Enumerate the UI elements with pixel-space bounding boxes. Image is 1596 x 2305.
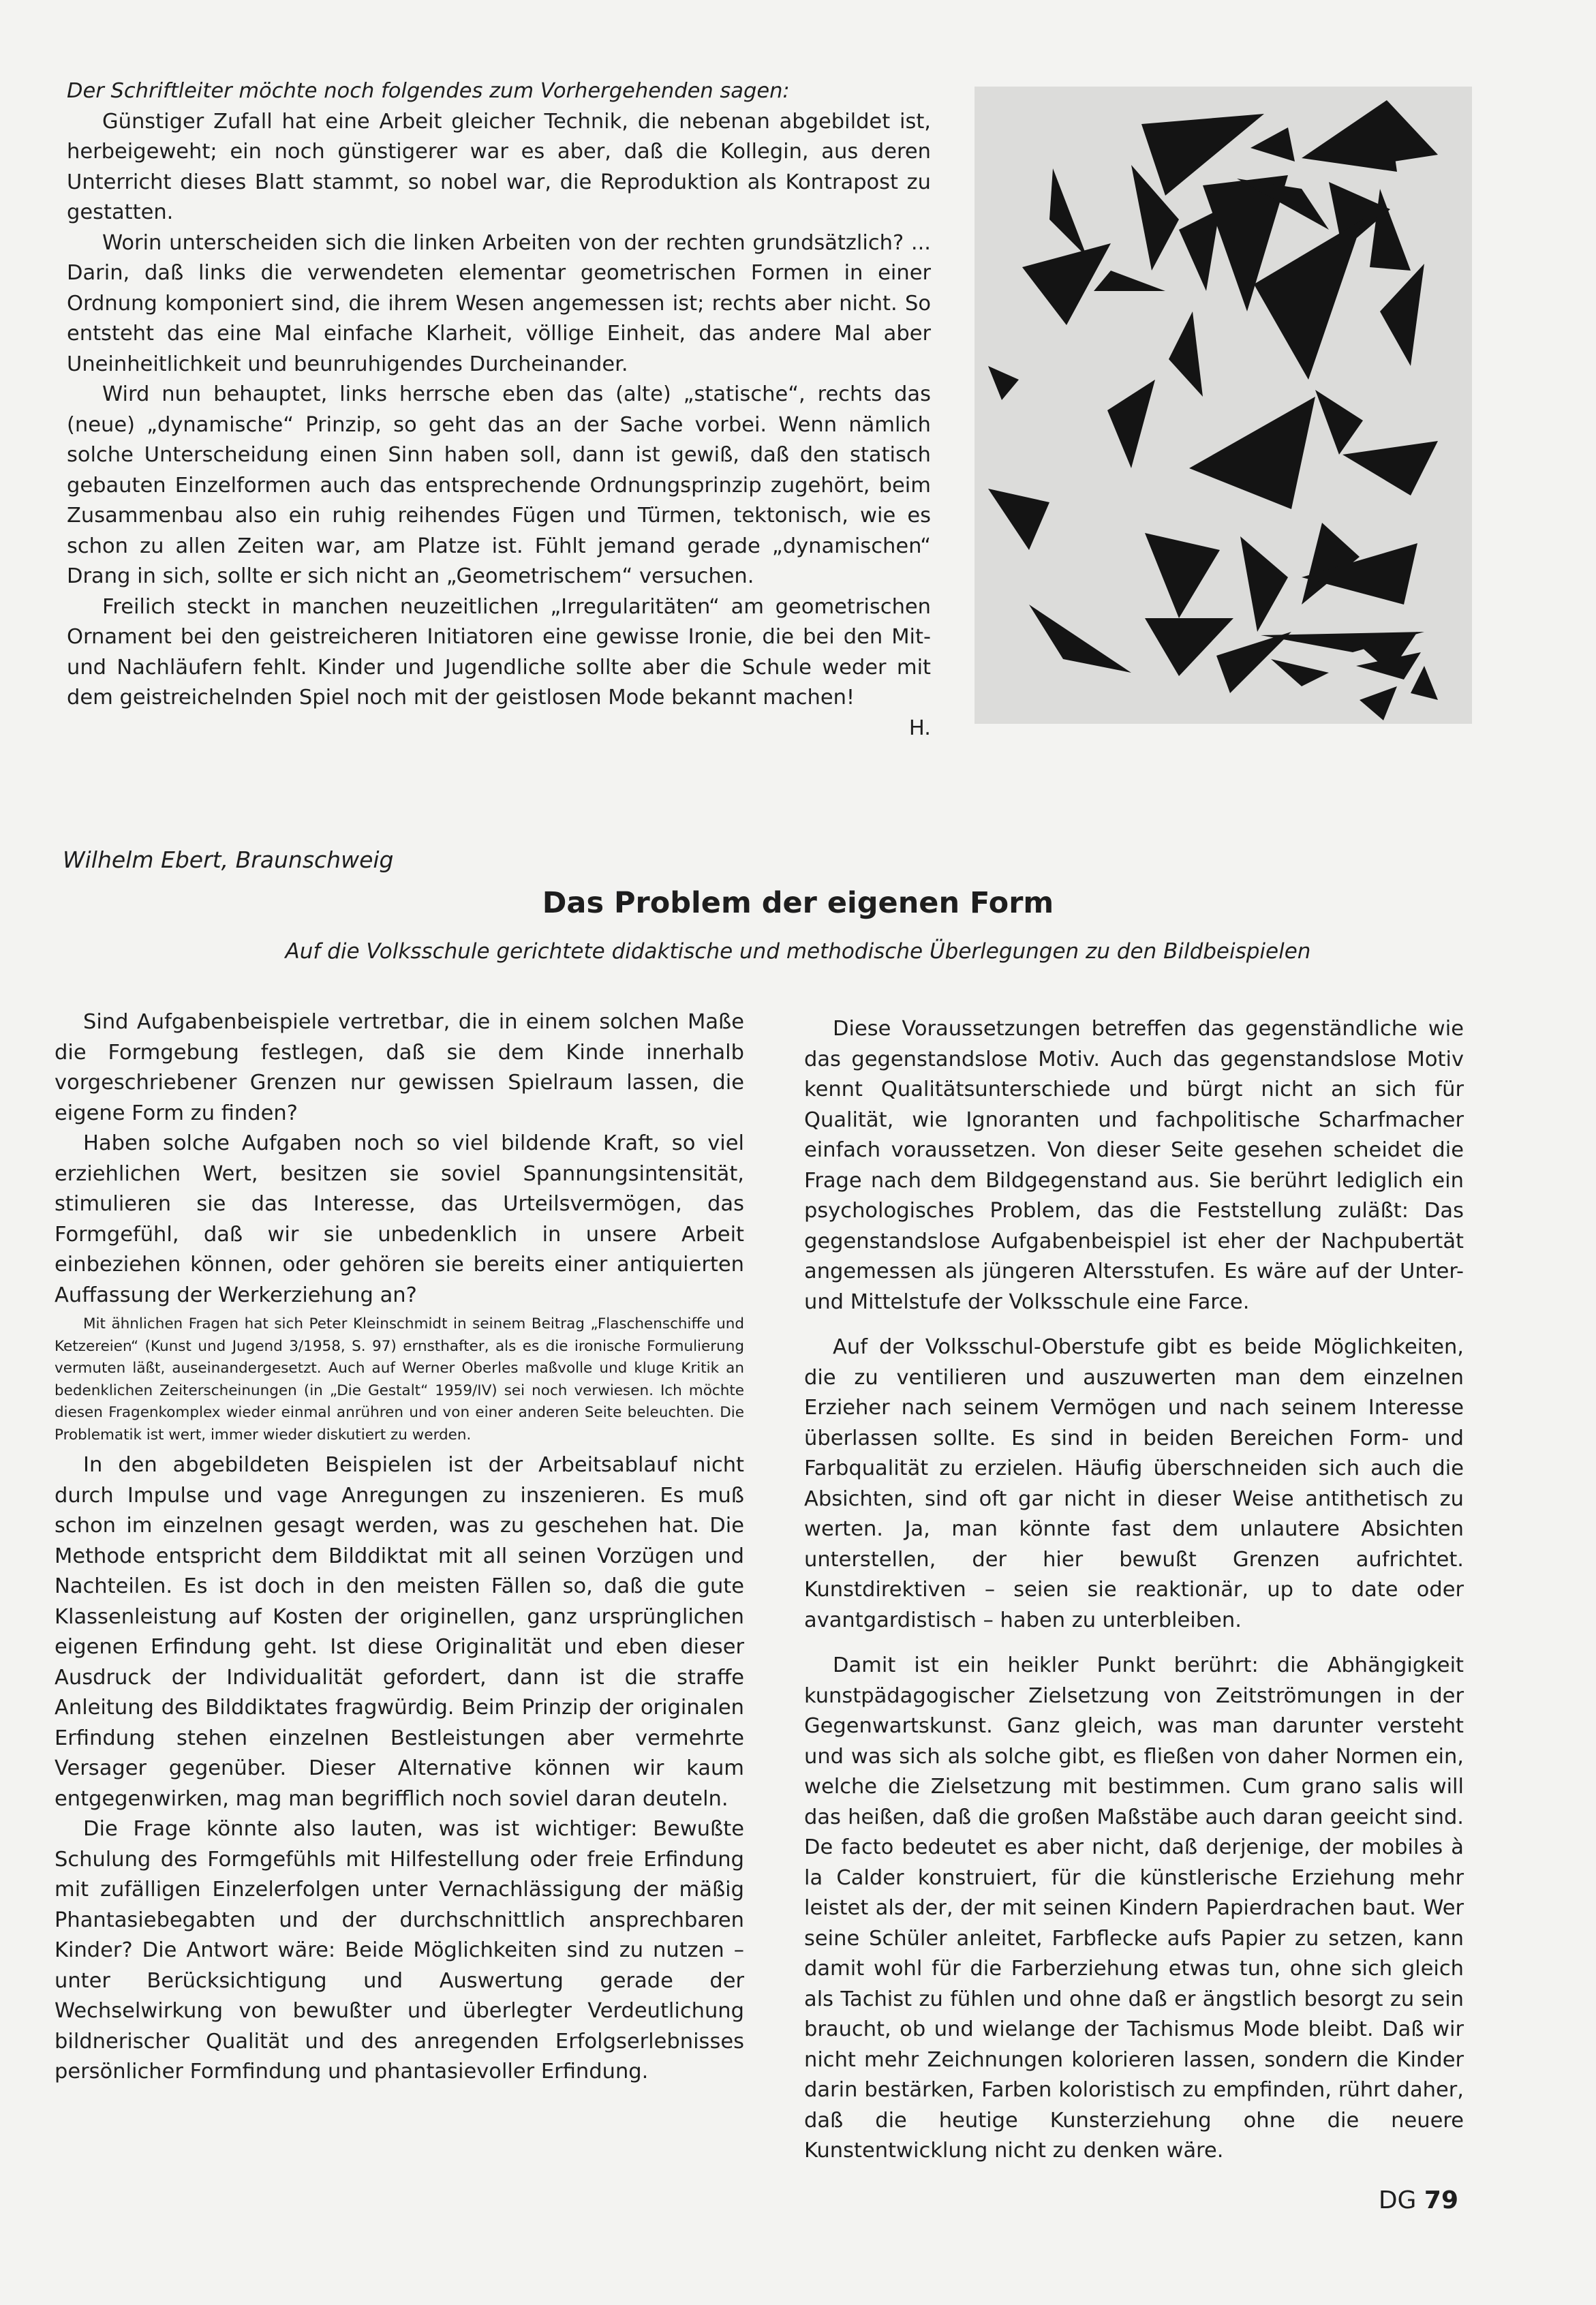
editor-note-lead: Der Schriftleiter möchte noch folgendes zum Vorhergehenden sagen:	[67, 79, 790, 103]
triangle-shape	[1022, 243, 1111, 325]
body-paragraph: Die Frage könnte also lauten, was ist wichtiger: Bewußte Schulung des Formgefühls mit Hilfestellung oder freie Erfindung mit zufälligen Einzelerfolgen unter Vernachlässigung der mäßig Phantasiebegabten und der durchschnittlich ansprechbaren Kinder? Die Antwort wäre: Beide Möglichkeiten sind zu nutzen – unter Berücksichtigung und Auswertung gerade der Wechselwirkung von bewußter und überlegter Verdeutlichung bildnerischer Qualität und des anregenden Erfolgserlebnisses persönlicher Formfindung und phantasievoller Erfindung.	[55, 1817, 744, 2083]
footnote-paragraph: Mit ähnlichen Fragen hat sich Peter Kleinschmidt in seinem Beitrag „Flaschenschiffe und Ketzereien“ (Kunst und Jugend 3/1958, S. 97) ernsthafter, als es die ironische Formulierung vermuten läßt, auseinandergesetzt. Auch auf Werner Oberles maßvolle und kluge Kritik an bedenklichen Zeiterscheinungen (in „Die Gestalt“ 1959/IV) sei noch verwiesen. Ich möchte diesen Fragenkomplex wieder einmal anrühren und von einer anderen Seite beleuchten. Die Problematik ist wert, immer wieder diskutiert zu werden.	[55, 1315, 744, 1444]
triangle-artwork-graphic	[975, 87, 1472, 724]
editor-note-paragraph: Freilich steckt in manchen neuzeitlichen „Irregularitäten“ am geometrischen Ornament bei den geistreicheren Initiatoren eine gewisse Ironie, die bei den Mit- und Nachläufern fehlt. Kinder und Jugendliche sollte aber die Schule weder mit dem geistreichelnden Spiel noch mit der geistlosen Mode bekannt machen!	[67, 594, 931, 709]
triangle-shape	[1302, 100, 1397, 172]
editor-note-paragraph: Wird nun behauptet, links herrsche eben das (alte) „statische“, rechts das (neue) „dynamische“ Prinzip, so geht das an der Sache vorbei. Wenn nämlich solche Unterscheidung einen Sinn haben soll, dann ist gewiß, daß den statisch gebauten Einzelformen auch das entsprechende Ordnungsprinzip zugehört, beim Zusammenbau also ein ruhig reihendes Fügen und Türmen, tektonisch, wie es schon zu allen Zeiten war, am Platze ist. Fühlt jemand gerade „dynamischen“ Drang in sich, sollte er sich nicht an „Geometrischem“ versuchen.	[67, 382, 931, 588]
triangle-shape	[1360, 686, 1397, 720]
triangle-shape	[1370, 189, 1411, 271]
triangle-shape	[1380, 264, 1424, 366]
editor-note-paragraph: Worin unterscheiden sich die linken Arbeiten von der rechten grundsätzlich? ... Darin, daß links die verwendeten elementar geometrischen Formen in einer Ordnung komponiert sind, die ihrem Wesen angemessen ist; rechts aber nicht. So entsteht das eine Mal einfache Klarheit, völlige Einheit, das andere Mal aber Uneinheitlichkeit und beunruhigendes Durcheinander.	[67, 230, 931, 376]
triangle-shape	[1145, 618, 1233, 676]
triangle-shape	[1169, 311, 1203, 397]
triangle-shape	[1145, 533, 1220, 618]
triangle-shape	[1315, 390, 1363, 455]
triangle-shape	[1189, 397, 1315, 509]
editor-note-paragraph: Günstiger Zufall hat eine Arbeit gleicher Technik, die nebenan abgebildet ist, herbeigeweht; ein noch günstigerer war es aber, daß die Kollegin, aus deren Unterricht dieses Blatt stammt, so nobel war, die Reproduktion als Kontrapost zu gestatten.	[67, 109, 931, 224]
triangle-shape	[1094, 271, 1165, 291]
triangle-shape	[1387, 100, 1438, 162]
body-paragraph: Sind Aufgabenbeispiele vertretbar, die in einem solchen Maße die Formgebung festlegen, daß sie dem Kinde innerhalb vorgeschriebener Grenzen nur gewissen Spielraum lassen, die eigene Form zu finden?	[55, 1010, 744, 1125]
body-paragraph: Auf der Volksschul-Oberstufe gibt es beide Möglichkeiten, die zu ventilieren und auszuwerten man dem einzelnen Erzieher nach seinem Vermögen und nach seinem Interesse überlassen sollte. Es sind in beiden Bereichen Form- und Farbqualität zu erzielen. Häufig überschneiden sich auch die Absichten, sind oft gar nicht in dieser Weise antithetisch zu werten. Ja, man könnte fast dem unlautere Absichten unterstellen, der hier bewußt Grenzen aufrichtet. Kunstdirektiven – seien sie reaktionär, up to date oder avantgardistisch – haben zu unterbleiben.	[804, 1335, 1464, 1632]
body-paragraph: Haben solche Aufgaben noch so viel bildende Kraft, so viel erziehlichen Wert, besitzen sie soviel Spannungsintensität, stimulieren sie das Interesse, das Urteilsvermögen, das Formgefühl, daß wir sie unbedenklich in unsere Arbeit einbeziehen können, oder gehören sie bereits einer antiquierten Auffassung der Werkerziehung an?	[55, 1131, 744, 1307]
article-author: Wilhelm Ebert, Braunschweig	[63, 846, 394, 873]
triangle-shape	[1254, 219, 1363, 380]
page-footer	[1379, 2186, 1458, 2214]
body-paragraph: Damit ist ein heikler Punkt berührt: die Abhängigkeit kunstpädagogischer Zielsetzung von Zeitströmungen in der Gegenwartskunst. Ganz gleich, was man darunter versteht und was sich als solche gibt, es fließen von daher Normen ein, welche die Zielsetzung mit bestimmen. Cum grano salis will das heißen, daß die großen Maßstäbe auch daran geeicht sind. De facto bedeutet es aber nicht, daß derjenige, der mobiles à la Calder konstruiert, für die künstlerische Erziehung mehr leistet als der, der mit seinen Kindern Papierdrachen baut. Wer seine Schüler anleitet, Farbflecke aufs Papier zu setzen, kann damit wohl für die Farberziehung etwas tun, ohne sich gleich als Tachist zu fühlen und ohne daß er ängstlich besorgt zu sein braucht, ob und wielange der Tachismus Mode bleibt. Daß wir nicht mehr Zeichnungen kolorieren lassen, sondern die Kinder darin bestärken, Farben koloristisch zu empfinden, rührt daher, daß die heutige Kunsterziehung ohne die neuere Kunstentwicklung nicht zu denken wäre.	[804, 1653, 1464, 2163]
triangle-shape	[1342, 441, 1438, 495]
triangle-shape	[1250, 127, 1295, 162]
article-title: Das Problem der eigenen Form	[542, 886, 1054, 920]
triangle-shape	[1179, 209, 1220, 291]
body-paragraph: In den abgebildeten Beispielen ist der Arbeitsablauf nicht durch Impulse und vage Anregungen zu inszenieren. Es muß schon im einzelnen gesagt werden, was zu geschehen hat. Die Methode entspricht dem Bilddiktat mit all seinen Vorzügen und Nachteilen. Es ist doch in den meisten Fällen so, daß die gute Klassenleistung auf Kosten der originellen, ganz ursprünglichen eigenen Erfindung geht. Ist diese Originalität und eben dieser Ausdruck der Individualität gefordert, dann ist die straffe Anleitung des Bilddiktates fragwürdig. Beim Prinzip der originalen Erfindung stehen einzelnen Bestleistungen aber vermehrte Versager gegenüber. Dieser Alternative können wir kaum entgegenwirken, mag man begrifflich noch soviel daran deuteln.	[55, 1453, 744, 1811]
triangle-shape	[1049, 168, 1087, 257]
journal-abbreviation: DG	[1378, 2186, 1417, 2214]
article-left-column	[55, 1007, 744, 2088]
article-subtitle: Auf die Volksschule gerichtete didaktische und methodische Überlegungen zu den Bildbeispielen	[285, 939, 1311, 964]
body-paragraph: Diese Voraussetzungen betreffen das gegenständliche wie das gegenstandslose Motiv. Auch das gegenstandslose Motiv kennt Qualitätsunterschiede und bürgt nicht an sich für Qualität, wie Ignoranten und fachpolitische Scharfmacher einfach voraussetzen. Von dieser Seite gesehen scheidet die Frage nach dem Bildgegenstand aus. Sie berührt lediglich ein psychologisches Problem, das die Feststellung zuläßt: Das gegenstandslose Aufgabenbeispiel ist eher der Nachpubertät angemessen als jüngeren Altersstufen. Es wäre auf der Unter- und Mittelstufe der Volksschule eine Farce.	[804, 1017, 1464, 1314]
triangle-shape	[1240, 536, 1288, 632]
editor-note	[67, 76, 931, 744]
triangle-shape	[1411, 666, 1438, 700]
triangle-shape	[1029, 605, 1131, 673]
triangle-shape	[1107, 380, 1155, 468]
triangle-shape	[1271, 659, 1329, 686]
triangle-shape	[988, 366, 1019, 400]
editor-signature: H.	[908, 716, 931, 740]
article-right-column	[804, 1014, 1464, 2167]
triangle-shape	[988, 489, 1049, 550]
signature-row	[67, 714, 931, 744]
page-number: 79	[1424, 2186, 1458, 2214]
triangle-artwork-image	[975, 87, 1472, 724]
